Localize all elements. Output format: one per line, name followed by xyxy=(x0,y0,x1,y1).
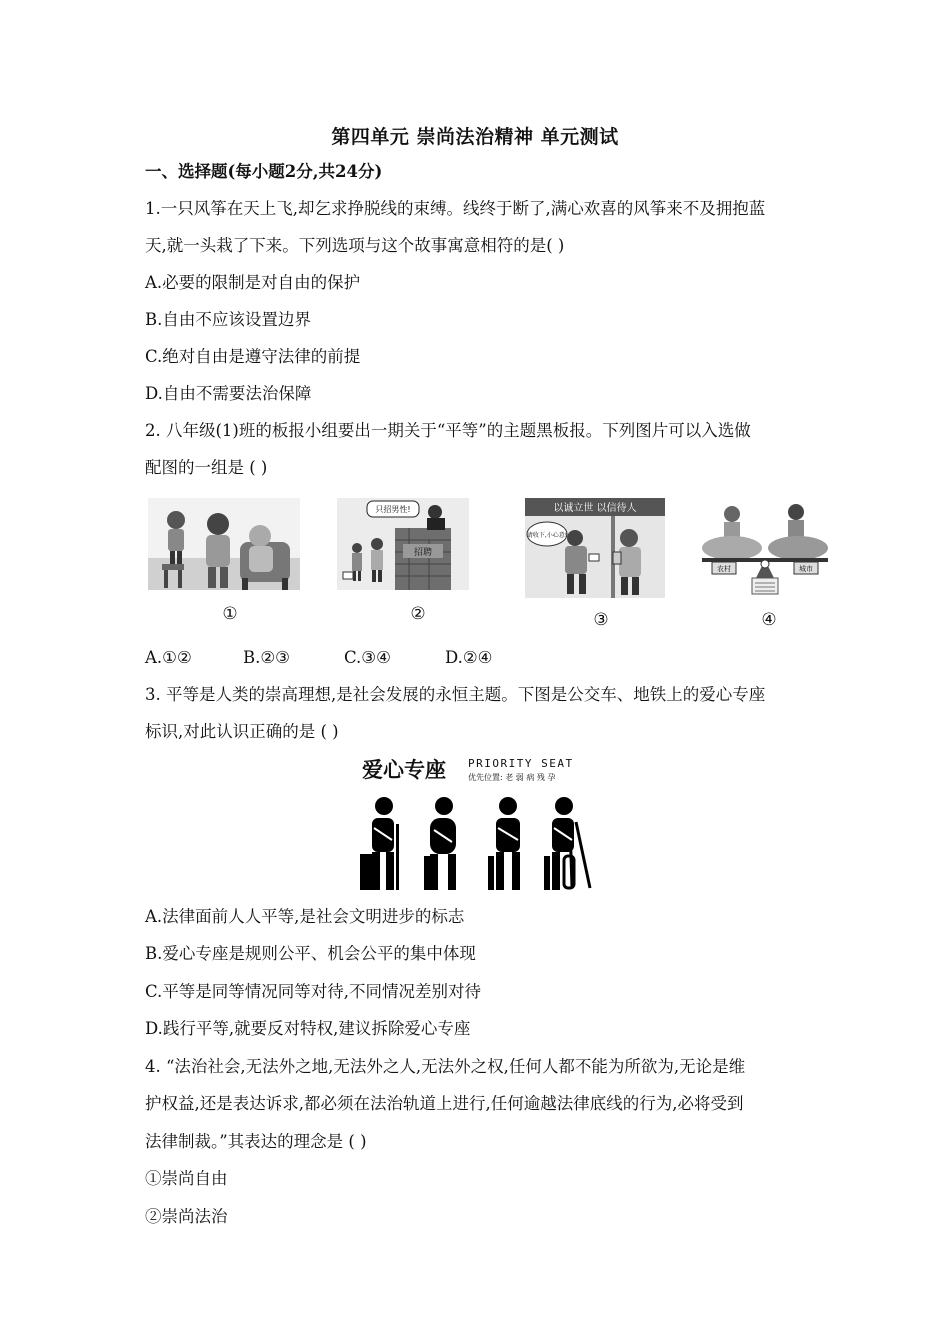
q3-option-d: D.践行平等,就要反对特权,建议拆除爱心专座 xyxy=(145,1019,471,1038)
section-heading: 一、选择题(每小题2分,共24分) xyxy=(145,162,383,181)
priority-seat-english: PRIORITY SEAT xyxy=(468,757,574,770)
q2-picture-1-label: ① xyxy=(222,604,238,624)
q2-option-c: C.③④ xyxy=(344,648,391,667)
q1-option-c: C.绝对自由是遵守法律的前提 xyxy=(145,347,361,366)
q4-stem-line1: 4. “法治社会,无法外之地,无法外之人,无法外之权,任何人都不能为所欲为,无论是维 xyxy=(145,1057,746,1076)
q3-stem-line2: 标识,对此认识正确的是 ( ) xyxy=(145,722,339,741)
q1-option-a: A.必要的限制是对自由的保护 xyxy=(145,273,361,292)
recruit-sign-text: 招聘 xyxy=(413,548,433,558)
rural-label: 农村 xyxy=(717,565,731,573)
priority-seat-subtitle: 优先位置: 老 弱 病 残 孕 xyxy=(468,773,556,782)
banner-text: 以诚立世 以信待人 xyxy=(553,503,637,514)
q3-stem-line1: 3. 平等是人类的崇高理想,是社会发展的永恒主题。下图是公交车、地铁上的爱心专座 xyxy=(145,685,766,704)
q4-stem-line3: 法律制裁。”其表达的理念是 ( ) xyxy=(145,1132,367,1151)
q2-stem-line1: 2. 八年级(1)班的板报小组要出一期关于“平等”的主题黑板报。下列图片可以入选做 xyxy=(145,421,751,440)
q2-picture-3 xyxy=(525,498,665,598)
cartoon-balance-icon xyxy=(696,498,834,598)
q2-picture-3-label: ③ xyxy=(593,610,609,630)
q2-picture-2-label: ② xyxy=(410,604,426,624)
q3-option-a: A.法律面前人人平等,是社会文明进步的标志 xyxy=(145,907,465,926)
page-title: 第四单元 崇尚法治精神 单元测试 xyxy=(331,126,619,148)
bubble-text: 请收下,小心意! xyxy=(526,532,568,539)
priority-seat-figures-icon xyxy=(358,794,594,892)
priority-seat-sign xyxy=(358,752,594,892)
q3-option-c: C.平等是同等情况同等对待,不同情况差别对待 xyxy=(145,982,482,1001)
q2-option-d: D.②④ xyxy=(445,648,493,667)
q1-option-d: D.自由不需要法治保障 xyxy=(145,384,312,403)
q2-stem-line2: 配图的一组是 ( ) xyxy=(145,458,268,477)
cartoon-recruit-wall-icon xyxy=(337,498,469,590)
q2-options xyxy=(145,648,492,667)
q1-option-b: B.自由不应该设置边界 xyxy=(145,310,311,329)
q2-option-b: B.②③ xyxy=(243,648,290,667)
q1-stem-line1: 1.一只风筝在天上飞,却乞求挣脱线的束缚。线终于断了,满心欢喜的风筝来不及拥抱蓝 xyxy=(145,199,766,218)
q4-option-1: ①崇尚自由 xyxy=(145,1169,228,1188)
cartoon-family-icon xyxy=(148,498,300,590)
q2-option-a: A.①② xyxy=(145,648,192,667)
cartoon-honesty-icon xyxy=(525,498,665,598)
q2-picture-2 xyxy=(337,498,469,590)
q4-option-2: ②崇尚法治 xyxy=(145,1207,228,1226)
q2-picture-4 xyxy=(696,498,834,598)
priority-seat-title: 爱心专座 xyxy=(362,758,446,782)
q2-picture-1 xyxy=(148,498,300,590)
urban-label: 城市 xyxy=(799,565,813,573)
q1-stem-line2: 天,就一头栽了下来。下列选项与这个故事寓意相符的是( ) xyxy=(145,236,565,255)
q2-picture-4-label: ④ xyxy=(761,610,777,630)
q4-stem-line2: 护权益,还是表达诉求,都必须在法治轨道上进行,任何逾越法律底线的行为,必将受到 xyxy=(145,1094,744,1113)
q3-option-b: B.爱心专座是规则公平、机会公平的集中体现 xyxy=(145,944,476,963)
speech-bubble-text: 只招男性! xyxy=(375,505,411,514)
